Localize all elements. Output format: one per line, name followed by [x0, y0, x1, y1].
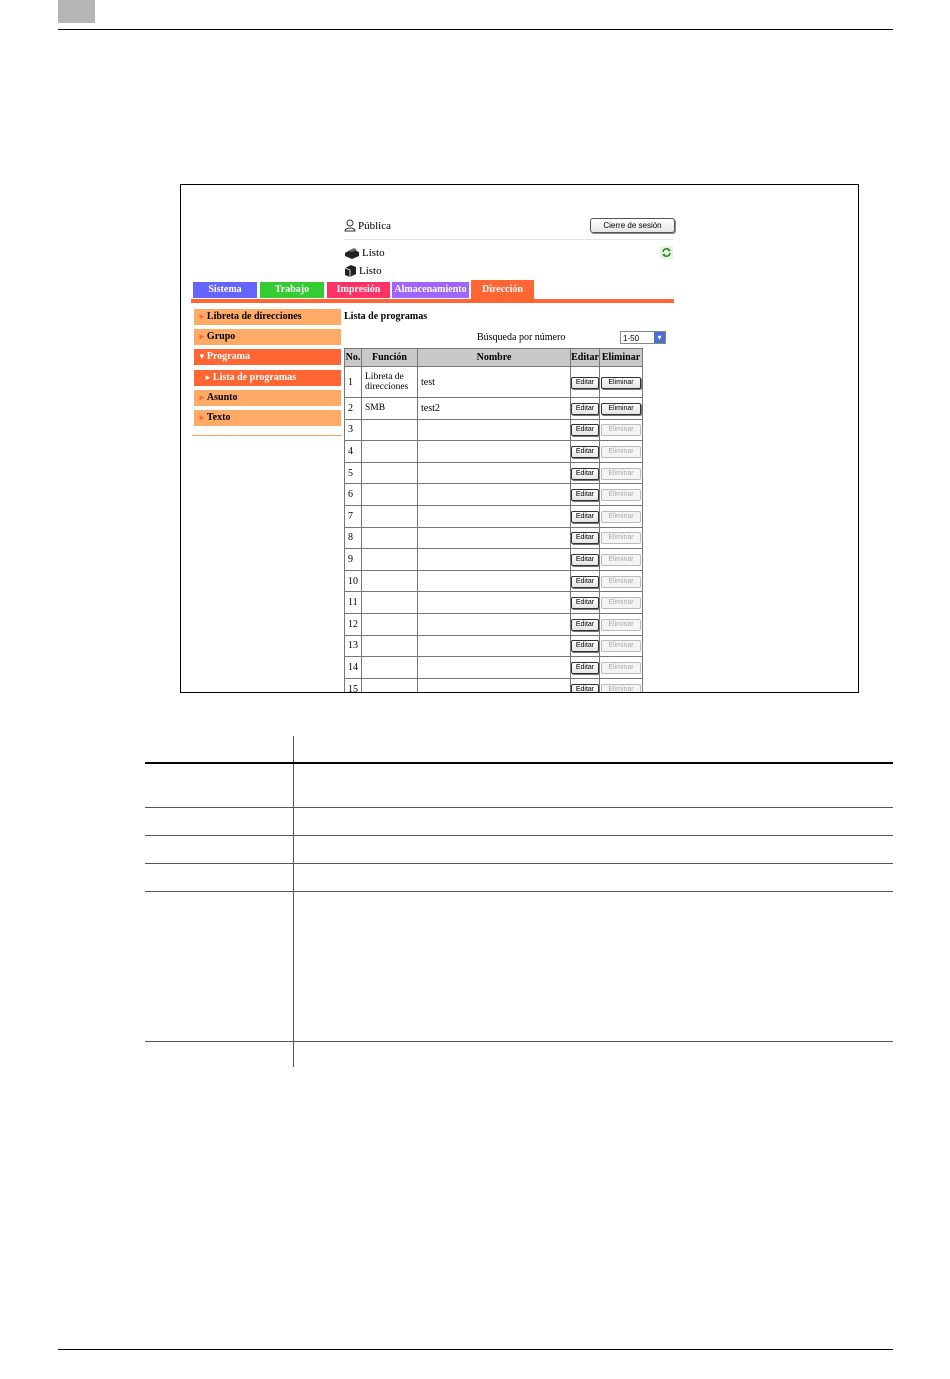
table-row [345, 549, 643, 571]
edit-cell [571, 398, 600, 420]
sidebar-item-label: Lista de programas [212, 372, 297, 383]
row-function [362, 592, 418, 614]
delete-cell [600, 441, 643, 463]
row-number: 10 [345, 570, 362, 592]
sidebar-item-programa[interactable] [194, 349, 341, 365]
chevron-right-icon: ► [198, 393, 206, 402]
header-rule [58, 29, 893, 30]
table-row [345, 367, 643, 398]
row-function [362, 613, 418, 635]
sidebar-item-label: Libreta de direcciones [206, 311, 302, 322]
row-function [362, 462, 418, 484]
row-number: 3 [345, 419, 362, 441]
delete-button: Eliminar [601, 511, 641, 523]
row-function [362, 441, 418, 463]
edit-button[interactable]: Editar [571, 619, 599, 631]
table-row [345, 678, 643, 693]
printer-status [344, 247, 385, 259]
delete-button: Eliminar [601, 532, 641, 544]
table-row [345, 592, 643, 614]
edit-button[interactable]: Editar [571, 424, 599, 436]
edit-button[interactable]: Editar [571, 446, 599, 458]
row-number: 1 [345, 367, 362, 398]
delete-button: Eliminar [601, 424, 641, 436]
delete-cell [600, 635, 643, 657]
delete-button: Eliminar [601, 554, 641, 566]
sidebar-item-grupo[interactable] [194, 329, 341, 345]
chevron-right-icon: ► [198, 312, 206, 321]
table-row [345, 398, 643, 420]
description-table-row-rule [145, 863, 893, 864]
delete-button: Eliminar [601, 597, 641, 609]
user-status [344, 219, 391, 232]
tab-label: Sistema [208, 284, 242, 295]
user-icon [344, 219, 356, 232]
chevron-right-icon: ► [204, 373, 212, 382]
edit-button[interactable]: Editar [571, 662, 599, 674]
delete-button: Eliminar [601, 446, 641, 458]
delete-cell [600, 419, 643, 441]
edit-button[interactable]: Editar [571, 377, 599, 389]
row-name [418, 657, 571, 679]
delete-button: Eliminar [601, 489, 641, 501]
row-function: Libreta de direcciones [362, 367, 418, 398]
row-name [418, 462, 571, 484]
row-number: 15 [345, 678, 362, 693]
edit-button[interactable]: Editar [571, 403, 599, 415]
scanner-status-text: Listo [359, 264, 382, 277]
edit-button[interactable]: Editar [571, 532, 599, 544]
row-name [418, 570, 571, 592]
column-header-nombre: Nombre [418, 349, 571, 367]
edit-cell [571, 657, 600, 679]
description-table-row-rule [145, 807, 893, 808]
sidebar-item-label: Grupo [206, 331, 236, 342]
delete-cell [600, 505, 643, 527]
table-row [345, 613, 643, 635]
row-function [362, 635, 418, 657]
page-title: Lista de programas [344, 311, 428, 322]
row-number: 12 [345, 613, 362, 635]
edit-cell [571, 505, 600, 527]
tab-label: Dirección [482, 284, 523, 295]
description-table-row-rule [145, 835, 893, 836]
edit-cell [571, 441, 600, 463]
edit-button[interactable]: Editar [571, 554, 599, 566]
edit-button[interactable]: Editar [571, 640, 599, 652]
user-label: Pública [358, 219, 391, 232]
column-header-eliminar: Eliminar [600, 349, 643, 367]
footer-rule [58, 1349, 893, 1350]
row-name [418, 549, 571, 571]
number-range-select[interactable] [620, 331, 666, 344]
edit-cell [571, 592, 600, 614]
delete-button: Eliminar [601, 468, 641, 480]
sidebar-item-asunto[interactable] [194, 390, 341, 406]
edit-cell [571, 549, 600, 571]
tab-sistema[interactable] [193, 282, 257, 298]
table-row [345, 419, 643, 441]
edit-cell [571, 678, 600, 693]
table-row [345, 505, 643, 527]
row-number: 13 [345, 635, 362, 657]
sidebar-item-libreta[interactable] [194, 309, 341, 325]
table-row [345, 657, 643, 679]
row-number: 8 [345, 527, 362, 549]
row-name [418, 592, 571, 614]
edit-cell [571, 527, 600, 549]
delete-button: Eliminar [601, 684, 641, 693]
row-number: 14 [345, 657, 362, 679]
row-function [362, 505, 418, 527]
column-header-editar: Editar [571, 349, 600, 367]
sidebar-item-lista-programas[interactable] [194, 370, 341, 386]
delete-cell [600, 549, 643, 571]
scanner-icon [344, 264, 357, 277]
scanner-status [344, 264, 382, 277]
delete-cell [600, 367, 643, 398]
chevron-right-icon: ► [198, 332, 206, 341]
chevron-right-icon: ► [198, 413, 206, 422]
sidebar-item-label: Asunto [206, 392, 238, 403]
row-number: 2 [345, 398, 362, 420]
table-row [345, 441, 643, 463]
delete-cell [600, 398, 643, 420]
edit-cell [571, 419, 600, 441]
edit-button[interactable]: Editar [571, 684, 599, 693]
delete-cell [600, 657, 643, 679]
tab-underline [191, 299, 674, 303]
chevron-down-icon: ▾ [654, 332, 665, 343]
description-table-row-rule [145, 1041, 893, 1042]
select-value: 1-50 [623, 334, 640, 343]
table-row [345, 527, 643, 549]
delete-cell [600, 484, 643, 506]
logout-button[interactable]: Cierre de sesión [590, 218, 675, 233]
web-ui-screenshot [180, 184, 859, 693]
row-number: 7 [345, 505, 362, 527]
edit-button[interactable]: Editar [571, 597, 599, 609]
row-name [418, 505, 571, 527]
edit-button[interactable]: Editar [571, 489, 599, 501]
delete-button: Eliminar [601, 640, 641, 652]
delete-cell [600, 462, 643, 484]
row-function [362, 484, 418, 506]
chapter-marker [58, 0, 95, 23]
row-function [362, 549, 418, 571]
row-number: 5 [345, 462, 362, 484]
row-function: SMB [362, 398, 418, 420]
row-name [418, 527, 571, 549]
row-number: 9 [345, 549, 362, 571]
row-name [418, 441, 571, 463]
tab-trabajo[interactable] [260, 282, 324, 298]
edit-cell [571, 462, 600, 484]
row-name [418, 678, 571, 693]
edit-cell [571, 635, 600, 657]
row-number: 11 [345, 592, 362, 614]
sidebar-divider [192, 435, 342, 436]
table-row [345, 570, 643, 592]
sidebar-item-texto[interactable] [194, 410, 341, 426]
row-name [418, 419, 571, 441]
tab-almacenamiento[interactable] [392, 282, 469, 298]
row-function [362, 527, 418, 549]
row-number: 4 [345, 441, 362, 463]
printer-icon [344, 247, 360, 259]
delete-cell [600, 613, 643, 635]
delete-button[interactable]: Eliminar [601, 403, 641, 415]
sidebar-item-label: Texto [206, 412, 231, 423]
edit-button[interactable]: Editar [571, 468, 599, 480]
program-table [344, 348, 643, 693]
tab-label: Impresión [336, 284, 381, 295]
tab-label: Almacenamiento [394, 284, 467, 295]
row-name [418, 635, 571, 657]
row-name: test [418, 367, 571, 398]
row-name: test2 [418, 398, 571, 420]
table-row [345, 484, 643, 506]
tab-direccion[interactable] [471, 280, 534, 299]
edit-cell [571, 570, 600, 592]
edit-cell [571, 484, 600, 506]
edit-cell [571, 613, 600, 635]
row-function [362, 657, 418, 679]
row-function [362, 678, 418, 693]
row-name [418, 484, 571, 506]
tab-impresion[interactable] [327, 282, 390, 298]
delete-cell [600, 678, 643, 693]
delete-cell [600, 570, 643, 592]
edit-cell [571, 367, 600, 398]
delete-cell [600, 527, 643, 549]
row-name [418, 613, 571, 635]
row-function [362, 570, 418, 592]
edit-button[interactable]: Editar [571, 511, 599, 523]
delete-button[interactable]: Eliminar [601, 377, 641, 389]
edit-button[interactable]: Editar [571, 576, 599, 588]
table-row [345, 462, 643, 484]
description-table-header-rule [145, 762, 893, 764]
delete-button: Eliminar [601, 619, 641, 631]
sidebar-item-label: Programa [206, 351, 251, 362]
column-header-no: No. [345, 349, 362, 367]
chevron-down-icon: ▼ [198, 352, 206, 361]
row-number: 6 [345, 484, 362, 506]
delete-button: Eliminar [601, 662, 641, 674]
refresh-icon[interactable] [660, 246, 673, 259]
divider [344, 239, 674, 240]
column-header-funcion: Función [362, 349, 418, 367]
tab-label: Trabajo [274, 284, 310, 295]
printer-status-text: Listo [362, 247, 385, 259]
row-function [362, 419, 418, 441]
description-table-row-rule [145, 891, 893, 892]
description-table-divider [293, 736, 294, 1067]
table-row [345, 635, 643, 657]
search-label: Búsqueda por número [477, 332, 566, 343]
delete-button: Eliminar [601, 576, 641, 588]
delete-cell [600, 592, 643, 614]
